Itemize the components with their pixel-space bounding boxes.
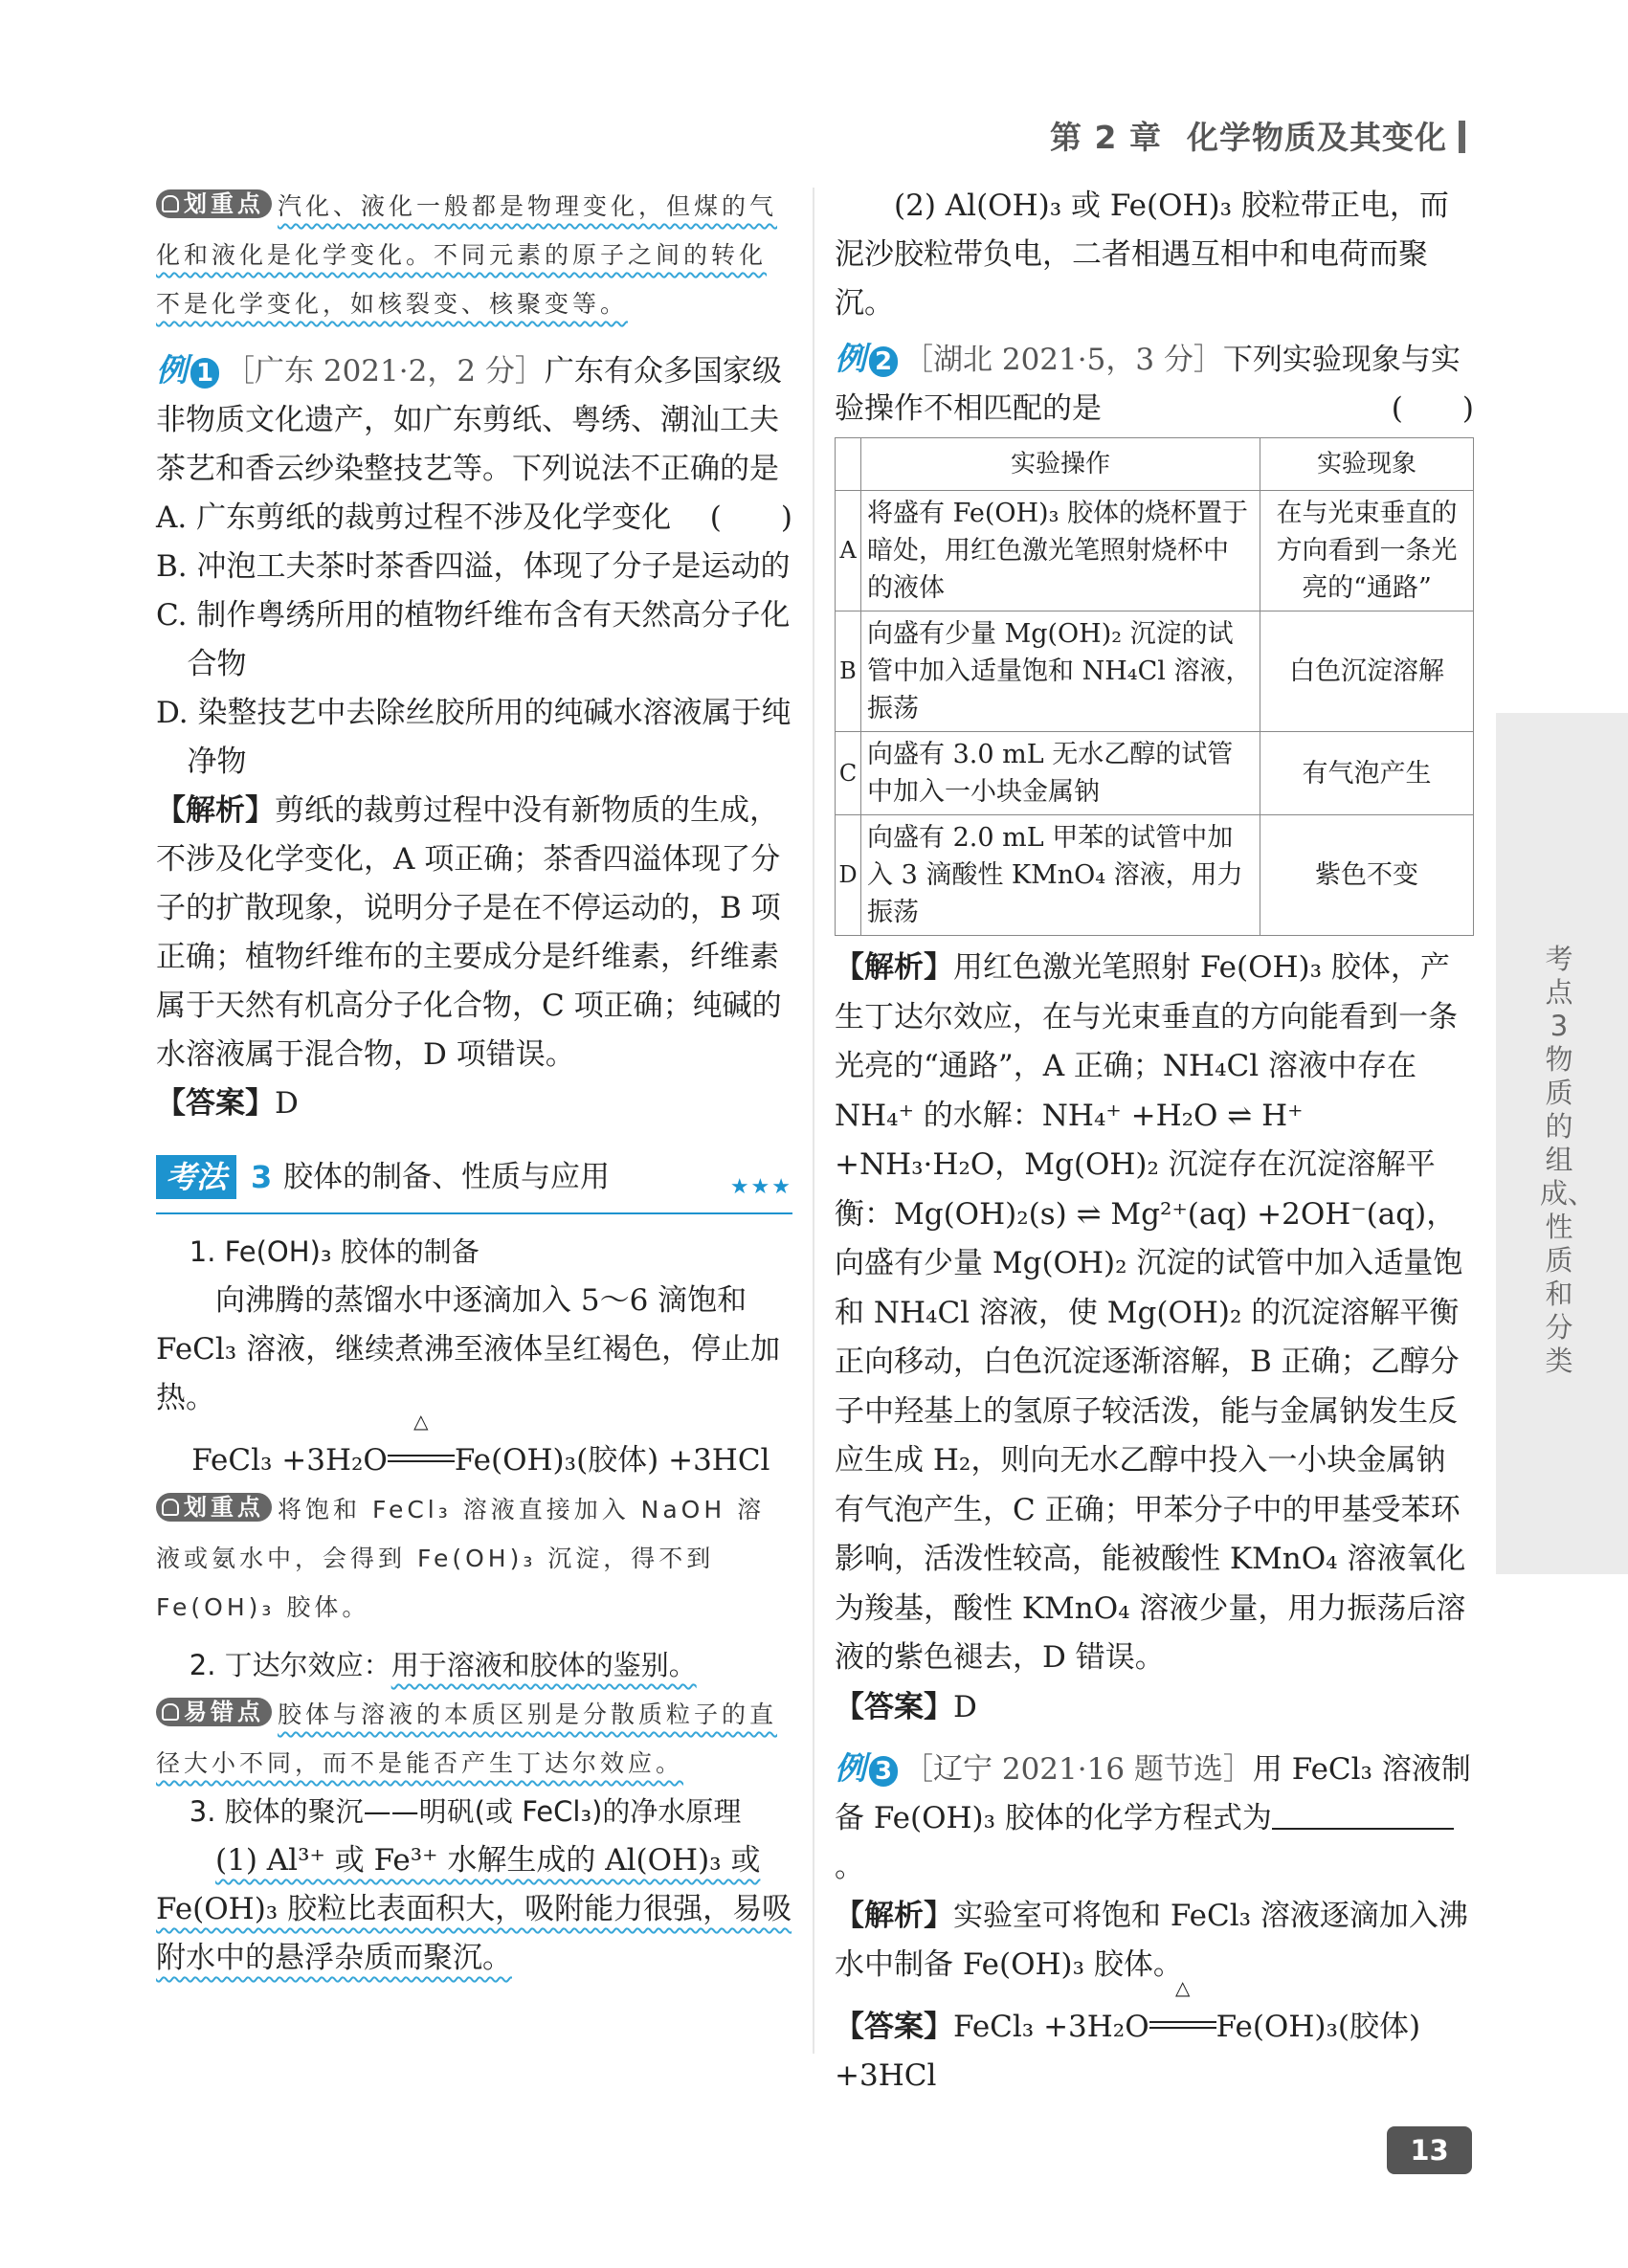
tip-text: 将饱和 FeCl₃ 溶液直接加入 NaOH 溶液或氨水中，会得到 Fe(OH)₃ 沉淀，得不到 Fe(OH)₃ 胶体。 [156, 1496, 766, 1621]
left-column [156, 182, 792, 1983]
example-number: 2 [869, 346, 898, 377]
option-d: D. 染整技艺中去除丝胶所用的纯碱水溶液属于纯净物 [156, 696, 792, 779]
analysis-text: 剪纸的裁剪过程中没有新物质的生成，不涉及化学变化，A 项正确；茶香四溢体现了分子的扩散现象，说明分子是在不停运动的，B 项正确；植物纤维布的主要成分是纤维素，纤维素属于天然有机高分子化合物，C 项正确；纯碱的水溶液属于混合物，D 项错误。 [156, 793, 782, 1072]
tip-text: 胶体与溶液的本质区别是分散质粒子的直径大小不同，而不是能否产生丁达尔效应。 [156, 1701, 778, 1777]
stem-end: 。 [835, 1849, 864, 1884]
subsection-2 [156, 1641, 792, 1690]
side-tab-text: 考点3 物质的组成、性质和分类 [1540, 943, 1596, 1377]
example-word: 例 [835, 1748, 866, 1787]
section-heading [156, 1153, 792, 1214]
analysis [156, 787, 792, 1079]
row-letter: C [836, 732, 861, 815]
subsection-3-head: 3. 胶体的聚沉——明矾(或 FeCl₃)的净水原理 [189, 1795, 742, 1828]
key-point-tag [156, 189, 272, 218]
side-tab [1496, 713, 1628, 1574]
row-phenomenon: 在与光束垂直的方向看到一条光亮的“通路” [1260, 491, 1474, 611]
example-2 [835, 334, 1474, 1732]
tip-text: 汽化、液化一般都是物理变化，但煤的气化和液化是化学变化。不同元素的原子之间的转化不是化学变化，如核裂变、核聚变等。 [156, 192, 778, 318]
table-row [836, 732, 1474, 815]
row-operation: 向盛有 2.0 mL 甲苯的试管中加入 3 滴酸性 KMnO₄ 溶液，用力振荡 [861, 815, 1260, 936]
option-c: C. 制作粤绣所用的植物纤维布含有天然高分子化合物 [156, 598, 791, 681]
analysis-text: 用红色激光笔照射 Fe(OH)₃ 胶体，产生丁达尔效应，在与光束垂直的方向能看到一条光亮的“通路”，A 正确；NH₄Cl 溶液中存在 NH₄⁺ 的水解：NH₄⁺ +H₂O ⇌ H⁺ +NH₃·H₂O，Mg(OH)₂ 沉淀存在沉淀溶解平衡：Mg(OH)₂(s) ⇌ Mg²⁺(aq) +2OH⁻(aq)，向盛有少量 Mg(OH)₂ 沉淀的试管中加入适量饱和 NH₄Cl 溶液，使 Mg(OH)₂ 的沉淀溶解平衡正向移动，白色沉淀逐渐溶解，B 正确；乙醇分子中羟基上的氢原子较活泼，能与金属钠发生反应生成 H₂，则向无水乙醇中投入一小块金属钠有气泡产生，C 正确；甲苯分子中的甲基受苯环影响，活泼性较高，能被酸性 KMnO₄ 溶液氧化为羧基，酸性 KMnO₄ 溶液少量，用力振荡后溶液的紫色褪去，D 错误。 [835, 950, 1466, 1675]
option-a: A. 广东剪纸的裁剪过程不涉及化学变化 [156, 500, 672, 535]
right-column [835, 182, 1474, 2101]
answer [835, 1975, 1474, 2101]
tip-key-point-1 [156, 182, 792, 328]
chapter-number: 第 2 章 [1050, 119, 1162, 156]
example-word: 例 [835, 340, 866, 377]
example-label [835, 1744, 898, 1792]
equation-right: Fe(OH)₃(胶体) +3HCl [454, 1443, 770, 1478]
bell-icon [162, 1499, 179, 1516]
example-source: ［广东 2021·2，2 分］ [225, 354, 545, 389]
row-phenomenon: 白色沉淀溶解 [1260, 611, 1474, 732]
tag-label: 划重点 [184, 190, 264, 217]
heat-condition: △ [1174, 1975, 1191, 1999]
section-number: 3 [251, 1159, 273, 1195]
answer [156, 1079, 792, 1128]
analysis-tag: 【解析】 [156, 793, 275, 828]
answer-text: D [953, 1689, 977, 1724]
row-phenomenon: 紫色不变 [1260, 815, 1474, 936]
row-letter: D [836, 815, 861, 936]
example-word: 例 [156, 351, 188, 389]
table-header-operation: 实验操作 [861, 438, 1260, 491]
row-letter: B [836, 611, 861, 732]
bell-icon [162, 195, 179, 212]
example-stem: 用 FeCl₃ 溶液制备 Fe(OH)₃ 胶体的化学方程式为 [835, 1751, 1471, 1835]
chapter-header [1050, 113, 1465, 158]
column-divider [813, 188, 814, 2054]
heat-arrow [1149, 1975, 1216, 2052]
equation-left: FeCl₃ +3H₂O [191, 1443, 388, 1478]
example-number: 1 [190, 358, 219, 389]
answer [835, 1683, 1474, 1732]
heat-arrow [388, 1410, 455, 1485]
answer-tag: 【答案】 [156, 1086, 275, 1121]
section-title: 胶体的制备、性质与应用 [283, 1160, 610, 1194]
subsection-1-head: 1. Fe(OH)₃ 胶体的制备 [189, 1235, 479, 1268]
analysis [835, 1892, 1474, 1990]
row-phenomenon: 有气泡产生 [1260, 732, 1474, 815]
analysis-text: 实验室可将饱和 FeCl₃ 溶液逐滴加入沸水中制备 Fe(OH)₃ 胶体。 [835, 1898, 1468, 1982]
answer-tag: 【答案】 [835, 2009, 953, 2044]
subsection-2-text: 用于溶液和胶体的鉴别。 [390, 1649, 697, 1681]
analysis-tag: 【解析】 [835, 1898, 953, 1933]
table-header-phenomenon: 实验现象 [1260, 438, 1474, 491]
example-source: ［湖北 2021·5，3 分］ [903, 343, 1223, 377]
table-header-row [836, 438, 1474, 491]
table-header-blank [836, 438, 861, 491]
bell-icon [162, 1703, 179, 1721]
subsection-1-text: 向沸腾的蒸馏水中逐滴加入 5～6 滴饱和 FeCl₃ 溶液，继续煮沸至液体呈红褐色，停止加热。 [156, 1283, 781, 1415]
answer-equation-left: FeCl₃ +3H₂O [953, 2009, 1149, 2044]
table-row [836, 815, 1474, 936]
tag-label: 易错点 [184, 1699, 264, 1725]
answer-blank [1272, 1799, 1454, 1830]
analysis-tag: 【解析】 [835, 950, 953, 985]
answer-bracket: ( ) [709, 500, 792, 535]
section-kf-label: 考法 [156, 1155, 236, 1199]
header-bar-icon [1459, 121, 1465, 153]
page-number: 13 [1387, 2126, 1472, 2174]
example-3 [835, 1744, 1474, 2101]
analysis [835, 944, 1474, 1683]
example-label [156, 345, 219, 394]
double-line-icon [388, 1455, 455, 1462]
example-1 [156, 345, 792, 1128]
double-line-icon [1149, 2021, 1216, 2029]
answer-equation-right: Fe(OH)₃(胶体) +3HCl [835, 2009, 1421, 2093]
paragraph-2: (2) Al(OH)₃ 或 Fe(OH)₃ 胶粒带正电，而泥沙胶粒带负电，二者相遇互相中和电荷而聚沉。 [835, 189, 1449, 321]
tip-error-point [156, 1690, 792, 1788]
experiment-table [835, 437, 1474, 936]
tip-key-point-2 [156, 1485, 792, 1632]
equation-1 [156, 1410, 792, 1485]
option-b: B. 冲泡工夫茶时茶香四溢，体现了分子是运动的 [156, 549, 791, 584]
answer-tag: 【答案】 [835, 1689, 953, 1724]
table-row [836, 491, 1474, 611]
table-row [836, 611, 1474, 732]
answer-text: D [275, 1086, 299, 1121]
subsection-3-text: (1) Al³⁺ 或 Fe³⁺ 水解生成的 Al(OH)₃ 或 Fe(OH)₃ 胶粒比表面积大，吸附能力很强，易吸附水中的悬浮杂质而聚沉。 [156, 1843, 792, 1975]
row-operation: 向盛有少量 Mg(OH)₂ 沉淀的试管中加入适量饱和 NH₄Cl 溶液，振荡 [861, 611, 1260, 732]
difficulty-stars: ★★★ [729, 1175, 792, 1199]
example-stem: 下列实验现象与实验操作不相匹配的是 [835, 343, 1461, 426]
row-operation: 将盛有 Fe(OH)₃ 胶体的烧杯置于暗处，用红色激光笔照射烧杯中的液体 [861, 491, 1260, 611]
tag-label: 划重点 [184, 1494, 264, 1521]
row-letter: A [836, 491, 861, 611]
key-point-tag [156, 1493, 272, 1522]
example-label [835, 334, 898, 383]
subsection-2-head: 2. 丁达尔效应： [189, 1649, 391, 1681]
row-operation: 向盛有 3.0 mL 无水乙醇的试管中加入一小块金属钠 [861, 732, 1260, 815]
answer-bracket: ( ) [1391, 391, 1474, 426]
example-number: 3 [869, 1756, 898, 1787]
heat-condition: △ [413, 1410, 429, 1433]
example-source: ［辽宁 2021·16 题节选］ [903, 1751, 1253, 1787]
error-point-tag [156, 1698, 272, 1726]
example-stem: 广东有众多国家级非物质文化遗产，如广东剪纸、粤绣、潮汕工夫茶艺和香云纱染整技艺等。下列说法不正确的是 [156, 354, 782, 486]
chapter-title: 化学物质及其变化 [1187, 119, 1447, 156]
